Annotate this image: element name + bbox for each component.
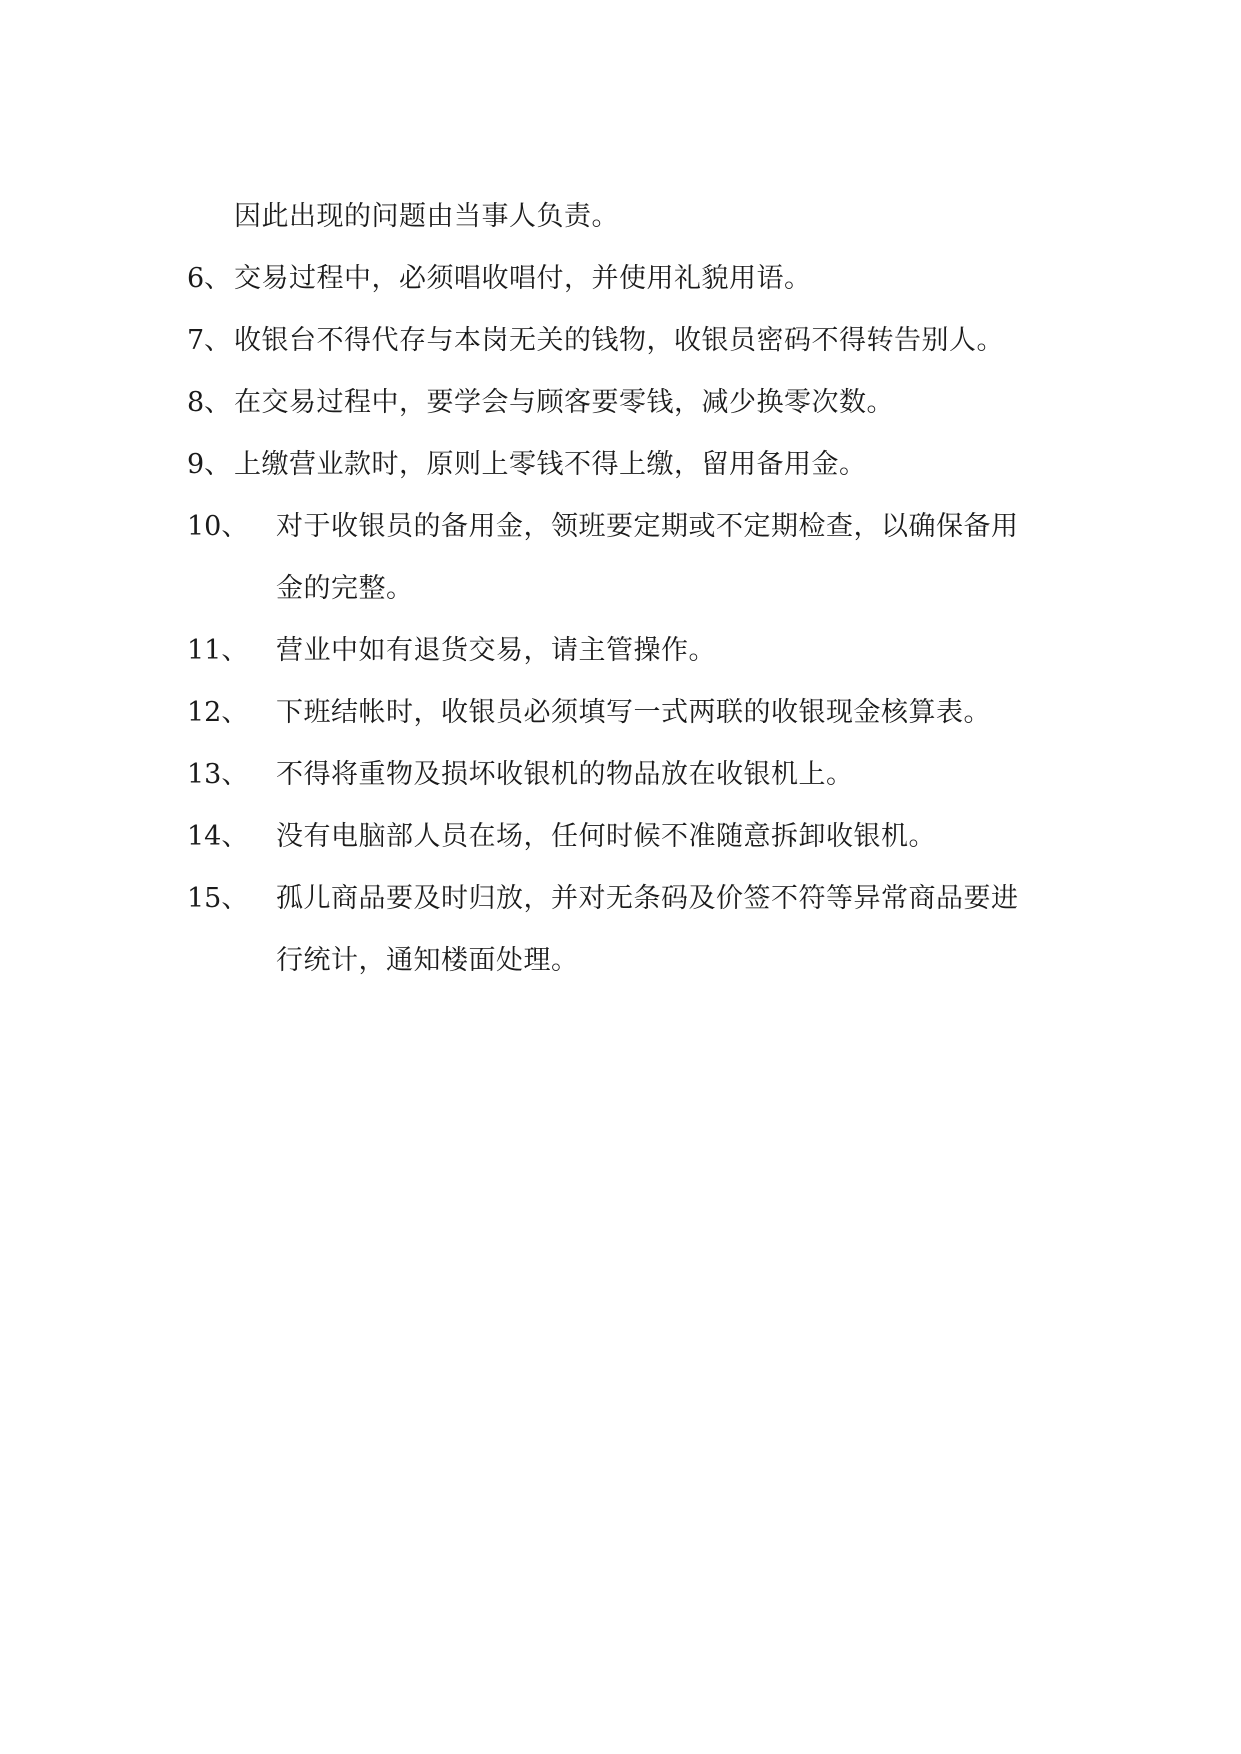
item-9-number: 9、 (187, 449, 232, 480)
item-12-number: 12、 (187, 697, 249, 728)
item-14-number: 14、 (187, 821, 249, 852)
item-10-number: 10、 (187, 511, 249, 542)
item-11-text: 营业中如有退货交易，请主管操作。 (276, 635, 716, 666)
item-12-text: 下班结帐时，收银员必须填写一式两联的收银现金核算表。 (276, 697, 991, 728)
item-15-continuation: 行统计，通知楼面处理。 (276, 945, 579, 976)
item-14-text: 没有电脑部人员在场，任何时候不准随意拆卸收银机。 (276, 821, 936, 852)
item-8-number: 8、 (187, 387, 232, 418)
item-7-text: 收银台不得代存与本岗无关的钱物，收银员密码不得转告别人。 (234, 325, 1004, 356)
item-15-text: 孤儿商品要及时归放，并对无条码及价签不符等异常商品要进 (276, 883, 1019, 914)
item-13-text: 不得将重物及损坏收银机的物品放在收银机上。 (276, 759, 854, 790)
item-6-number: 6、 (187, 263, 232, 294)
item-15-number: 15、 (187, 883, 249, 914)
item-6-text: 交易过程中，必须唱收唱付，并使用礼貌用语。 (234, 263, 812, 294)
item-11-number: 11、 (187, 635, 249, 666)
continuation-text: 因此出现的问题由当事人负责。 (234, 201, 619, 232)
item-9-text: 上缴营业款时，原则上零钱不得上缴，留用备用金。 (234, 449, 867, 480)
item-10-continuation: 金的完整。 (276, 573, 414, 604)
item-8-text: 在交易过程中，要学会与顾客要零钱，减少换零次数。 (234, 387, 894, 418)
item-10-text: 对于收银员的备用金，领班要定期或不定期检查，以确保备用 (276, 511, 1019, 542)
item-13-number: 13、 (187, 759, 249, 790)
item-7-number: 7、 (187, 325, 232, 356)
